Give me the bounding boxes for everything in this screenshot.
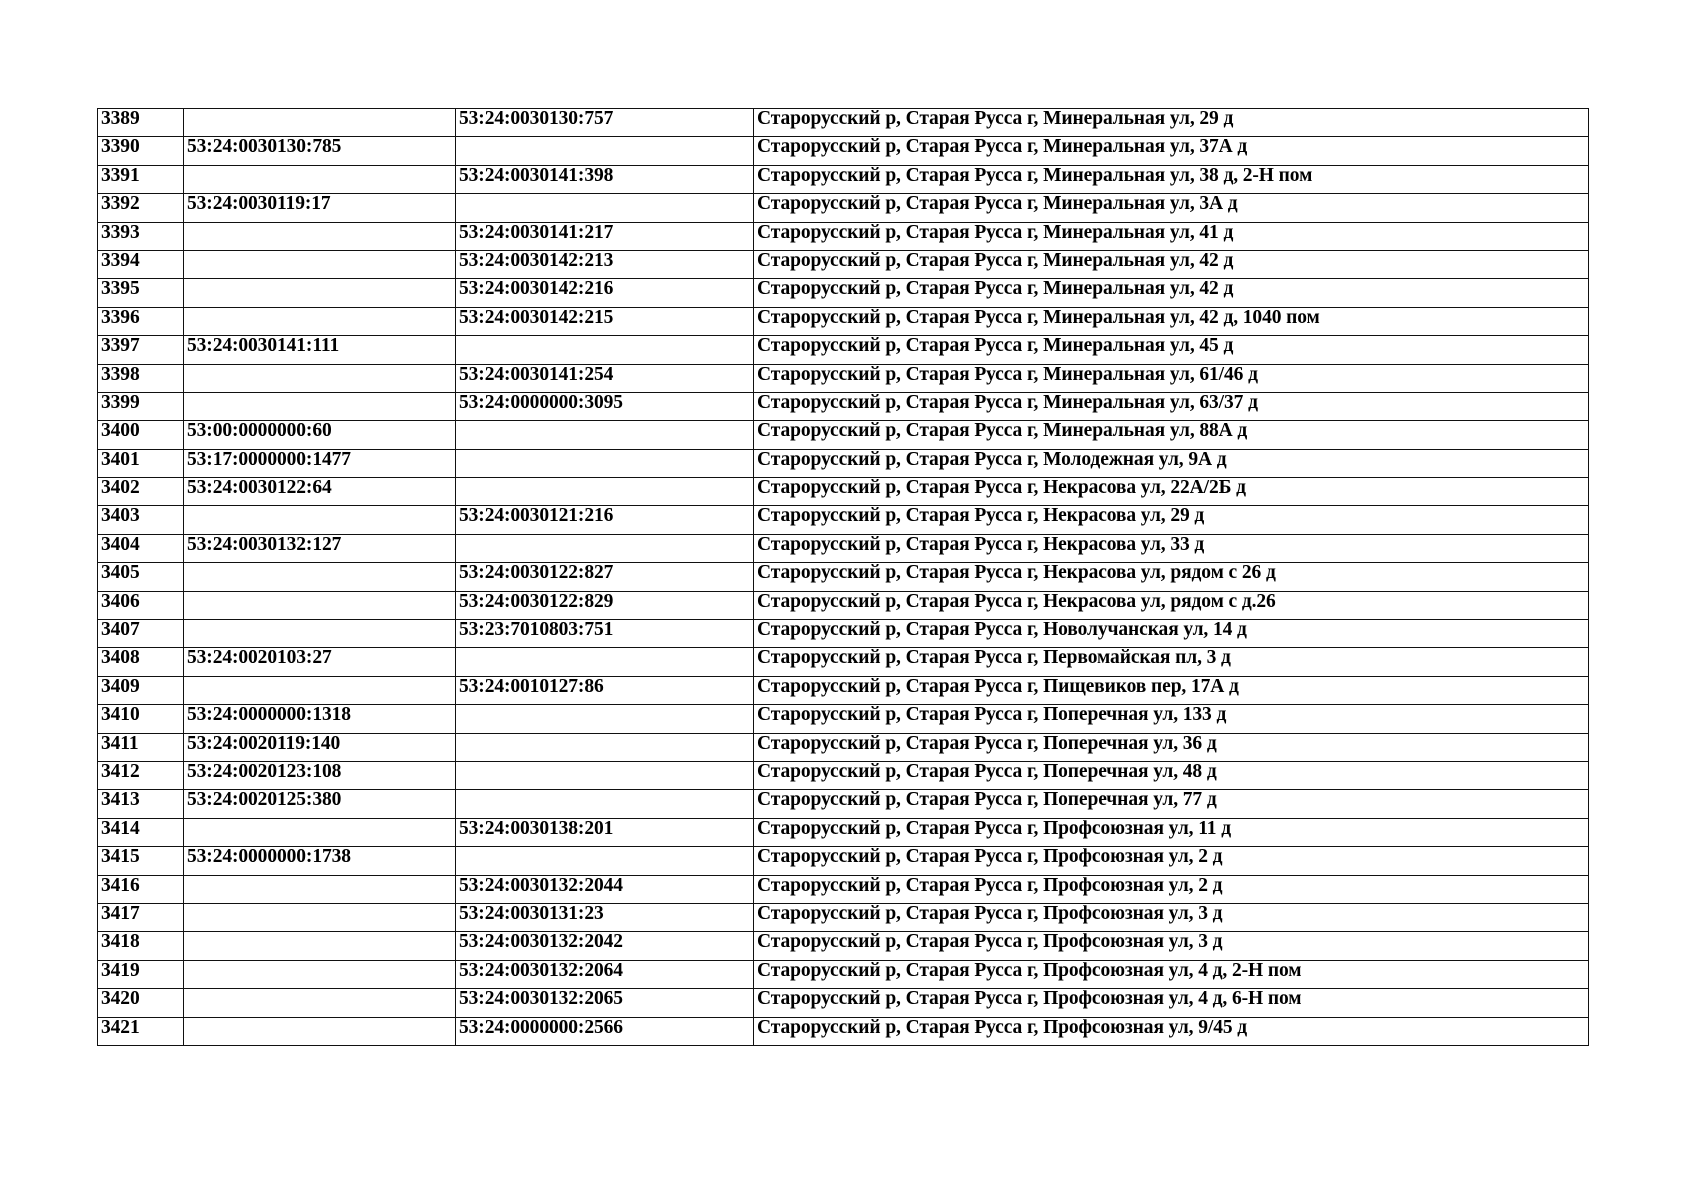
table-row: [98, 932, 1589, 960]
row-number-cell: 3403: [98, 506, 184, 534]
cadastral-number-b-cell: 53:24:0030132:2064: [456, 960, 754, 988]
table-row: [98, 818, 1589, 846]
cadastral-number-b-cell: 53:24:0030130:757: [456, 109, 754, 137]
registry-table: [97, 108, 1589, 1046]
address-cell: Старорусский р, Старая Русса г, Минеральная ул, 38 д, 2-Н пом: [754, 165, 1589, 193]
cadastral-number-b-cell: 53:24:0030142:215: [456, 307, 754, 335]
cadastral-number-b-cell: [456, 705, 754, 733]
row-number-cell: 3418: [98, 932, 184, 960]
table-row: [98, 563, 1589, 591]
cadastral-number-b-cell: 53:24:0000000:3095: [456, 392, 754, 420]
cadastral-number-b-cell: [456, 790, 754, 818]
cadastral-number-b-cell: [456, 336, 754, 364]
cadastral-number-b-cell: [456, 648, 754, 676]
table-row: [98, 903, 1589, 931]
row-number-cell: 3398: [98, 364, 184, 392]
address-cell: Старорусский р, Старая Русса г, Некрасова ул, 29 д: [754, 506, 1589, 534]
cadastral-number-b-cell: 53:24:0030142:216: [456, 279, 754, 307]
address-cell: Старорусский р, Старая Русса г, Профсоюзная ул, 4 д, 2-Н пом: [754, 960, 1589, 988]
row-number-cell: 3420: [98, 989, 184, 1017]
address-cell: Старорусский р, Старая Русса г, Новолучанская ул, 14 д: [754, 620, 1589, 648]
table-row: [98, 307, 1589, 335]
address-cell: Старорусский р, Старая Русса г, Поперечная ул, 48 д: [754, 761, 1589, 789]
address-cell: Старорусский р, Старая Русса г, Минеральная ул, 29 д: [754, 109, 1589, 137]
cadastral-number-a-cell: [184, 250, 456, 278]
table-row: [98, 761, 1589, 789]
table-row: [98, 620, 1589, 648]
cadastral-number-a-cell: [184, 222, 456, 250]
table-row: [98, 733, 1589, 761]
cadastral-number-a-cell: 53:24:0020103:27: [184, 648, 456, 676]
cadastral-number-b-cell: [456, 478, 754, 506]
table-row: [98, 1017, 1589, 1045]
cadastral-number-a-cell: [184, 932, 456, 960]
cadastral-number-a-cell: 53:17:0000000:1477: [184, 449, 456, 477]
cadastral-number-b-cell: [456, 137, 754, 165]
row-number-cell: 3409: [98, 676, 184, 704]
cadastral-number-a-cell: [184, 165, 456, 193]
cadastral-number-b-cell: [456, 733, 754, 761]
address-cell: Старорусский р, Старая Русса г, Пищевиков пер, 17А д: [754, 676, 1589, 704]
table-row: [98, 960, 1589, 988]
address-cell: Старорусский р, Старая Русса г, Первомайская пл, 3 д: [754, 648, 1589, 676]
table-row: [98, 648, 1589, 676]
cadastral-number-b-cell: [456, 534, 754, 562]
row-number-cell: 3389: [98, 109, 184, 137]
row-number-cell: 3419: [98, 960, 184, 988]
cadastral-number-b-cell: [456, 194, 754, 222]
address-cell: Старорусский р, Старая Русса г, Профсоюзная ул, 2 д: [754, 847, 1589, 875]
cadastral-number-a-cell: [184, 307, 456, 335]
row-number-cell: 3414: [98, 818, 184, 846]
cadastral-number-b-cell: 53:24:0010127:86: [456, 676, 754, 704]
cadastral-number-b-cell: 53:24:0030141:217: [456, 222, 754, 250]
registry-table-body: [98, 109, 1589, 1046]
table-row: [98, 989, 1589, 1017]
row-number-cell: 3404: [98, 534, 184, 562]
cadastral-number-a-cell: 53:24:0020123:108: [184, 761, 456, 789]
cadastral-number-b-cell: 53:24:0030132:2042: [456, 932, 754, 960]
cadastral-number-a-cell: 53:24:0030130:785: [184, 137, 456, 165]
row-number-cell: 3416: [98, 875, 184, 903]
table-row: [98, 847, 1589, 875]
cadastral-number-b-cell: 53:24:0030131:23: [456, 903, 754, 931]
row-number-cell: 3405: [98, 563, 184, 591]
cadastral-number-a-cell: 53:24:0030119:17: [184, 194, 456, 222]
row-number-cell: 3406: [98, 591, 184, 619]
table-row: [98, 591, 1589, 619]
row-number-cell: 3392: [98, 194, 184, 222]
cadastral-number-b-cell: 53:24:0030121:216: [456, 506, 754, 534]
row-number-cell: 3412: [98, 761, 184, 789]
table-row: [98, 364, 1589, 392]
row-number-cell: 3407: [98, 620, 184, 648]
address-cell: Старорусский р, Старая Русса г, Профсоюзная ул, 4 д, 6-Н пом: [754, 989, 1589, 1017]
cadastral-number-a-cell: [184, 676, 456, 704]
address-cell: Старорусский р, Старая Русса г, Профсоюзная ул, 2 д: [754, 875, 1589, 903]
cadastral-number-b-cell: 53:24:0030122:829: [456, 591, 754, 619]
table-row: [98, 194, 1589, 222]
row-number-cell: 3391: [98, 165, 184, 193]
address-cell: Старорусский р, Старая Русса г, Минеральная ул, 88А д: [754, 421, 1589, 449]
table-row: [98, 250, 1589, 278]
cadastral-number-b-cell: 53:24:0030141:254: [456, 364, 754, 392]
table-row: [98, 336, 1589, 364]
address-cell: Старорусский р, Старая Русса г, Профсоюзная ул, 11 д: [754, 818, 1589, 846]
cadastral-number-a-cell: [184, 875, 456, 903]
table-row: [98, 279, 1589, 307]
row-number-cell: 3390: [98, 137, 184, 165]
row-number-cell: 3397: [98, 336, 184, 364]
cadastral-number-a-cell: [184, 279, 456, 307]
address-cell: Старорусский р, Старая Русса г, Молодежная ул, 9А д: [754, 449, 1589, 477]
table-row: [98, 109, 1589, 137]
table-row: [98, 222, 1589, 250]
cadastral-number-a-cell: [184, 989, 456, 1017]
row-number-cell: 3395: [98, 279, 184, 307]
row-number-cell: 3401: [98, 449, 184, 477]
table-row: [98, 534, 1589, 562]
address-cell: Старорусский р, Старая Русса г, Профсоюзная ул, 3 д: [754, 932, 1589, 960]
cadastral-number-a-cell: [184, 364, 456, 392]
table-row: [98, 165, 1589, 193]
cadastral-number-a-cell: 53:24:0030132:127: [184, 534, 456, 562]
cadastral-number-b-cell: [456, 847, 754, 875]
address-cell: Старорусский р, Старая Русса г, Минеральная ул, 45 д: [754, 336, 1589, 364]
row-number-cell: 3393: [98, 222, 184, 250]
cadastral-number-a-cell: [184, 620, 456, 648]
address-cell: Старорусский р, Старая Русса г, Минеральная ул, 3А д: [754, 194, 1589, 222]
cadastral-number-b-cell: 53:24:0030142:213: [456, 250, 754, 278]
row-number-cell: 3402: [98, 478, 184, 506]
cadastral-number-a-cell: 53:24:0030122:64: [184, 478, 456, 506]
cadastral-number-a-cell: 53:24:0020119:140: [184, 733, 456, 761]
address-cell: Старорусский р, Старая Русса г, Минеральная ул, 42 д, 1040 пом: [754, 307, 1589, 335]
address-cell: Старорусский р, Старая Русса г, Минеральная ул, 61/46 д: [754, 364, 1589, 392]
address-cell: Старорусский р, Старая Русса г, Поперечная ул, 133 д: [754, 705, 1589, 733]
row-number-cell: 3417: [98, 903, 184, 931]
address-cell: Старорусский р, Старая Русса г, Поперечная ул, 77 д: [754, 790, 1589, 818]
row-number-cell: 3408: [98, 648, 184, 676]
table-row: [98, 137, 1589, 165]
cadastral-number-b-cell: 53:24:0000000:2566: [456, 1017, 754, 1045]
address-cell: Старорусский р, Старая Русса г, Минеральная ул, 42 д: [754, 250, 1589, 278]
address-cell: Старорусский р, Старая Русса г, Минеральная ул, 63/37 д: [754, 392, 1589, 420]
table-row: [98, 676, 1589, 704]
row-number-cell: 3399: [98, 392, 184, 420]
cadastral-number-a-cell: 53:24:0000000:1318: [184, 705, 456, 733]
row-number-cell: 3421: [98, 1017, 184, 1045]
cadastral-number-b-cell: 53:24:0030132:2044: [456, 875, 754, 903]
table-row: [98, 392, 1589, 420]
row-number-cell: 3400: [98, 421, 184, 449]
cadastral-number-b-cell: 53:24:0030141:398: [456, 165, 754, 193]
cadastral-number-b-cell: 53:23:7010803:751: [456, 620, 754, 648]
table-row: [98, 478, 1589, 506]
cadastral-number-b-cell: [456, 761, 754, 789]
cadastral-number-a-cell: [184, 109, 456, 137]
address-cell: Старорусский р, Старая Русса г, Некрасова ул, 22А/2Б д: [754, 478, 1589, 506]
table-row: [98, 875, 1589, 903]
cadastral-number-b-cell: 53:24:0030138:201: [456, 818, 754, 846]
cadastral-number-a-cell: [184, 392, 456, 420]
cadastral-number-a-cell: 53:24:0030141:111: [184, 336, 456, 364]
table-row: [98, 421, 1589, 449]
cadastral-number-a-cell: 53:24:0020125:380: [184, 790, 456, 818]
cadastral-number-a-cell: [184, 591, 456, 619]
cadastral-number-a-cell: [184, 506, 456, 534]
row-number-cell: 3413: [98, 790, 184, 818]
cadastral-number-a-cell: [184, 903, 456, 931]
cadastral-number-a-cell: [184, 818, 456, 846]
row-number-cell: 3410: [98, 705, 184, 733]
address-cell: Старорусский р, Старая Русса г, Поперечная ул, 36 д: [754, 733, 1589, 761]
table-row: [98, 449, 1589, 477]
address-cell: Старорусский р, Старая Русса г, Минеральная ул, 41 д: [754, 222, 1589, 250]
address-cell: Старорусский р, Старая Русса г, Профсоюзная ул, 9/45 д: [754, 1017, 1589, 1045]
table-row: [98, 705, 1589, 733]
cadastral-number-b-cell: [456, 449, 754, 477]
row-number-cell: 3394: [98, 250, 184, 278]
cadastral-number-a-cell: 53:24:0000000:1738: [184, 847, 456, 875]
cadastral-number-a-cell: [184, 1017, 456, 1045]
address-cell: Старорусский р, Старая Русса г, Минеральная ул, 37А д: [754, 137, 1589, 165]
cadastral-number-a-cell: [184, 563, 456, 591]
address-cell: Старорусский р, Старая Русса г, Некрасова ул, 33 д: [754, 534, 1589, 562]
cadastral-number-a-cell: 53:00:0000000:60: [184, 421, 456, 449]
table-row: [98, 790, 1589, 818]
cadastral-number-b-cell: 53:24:0030132:2065: [456, 989, 754, 1017]
cadastral-number-b-cell: [456, 421, 754, 449]
address-cell: Старорусский р, Старая Русса г, Минеральная ул, 42 д: [754, 279, 1589, 307]
table-row: [98, 506, 1589, 534]
row-number-cell: 3415: [98, 847, 184, 875]
cadastral-number-a-cell: [184, 960, 456, 988]
address-cell: Старорусский р, Старая Русса г, Некрасова ул, рядом с 26 д: [754, 563, 1589, 591]
address-cell: Старорусский р, Старая Русса г, Профсоюзная ул, 3 д: [754, 903, 1589, 931]
row-number-cell: 3396: [98, 307, 184, 335]
address-cell: Старорусский р, Старая Русса г, Некрасова ул, рядом с д.26: [754, 591, 1589, 619]
row-number-cell: 3411: [98, 733, 184, 761]
cadastral-number-b-cell: 53:24:0030122:827: [456, 563, 754, 591]
